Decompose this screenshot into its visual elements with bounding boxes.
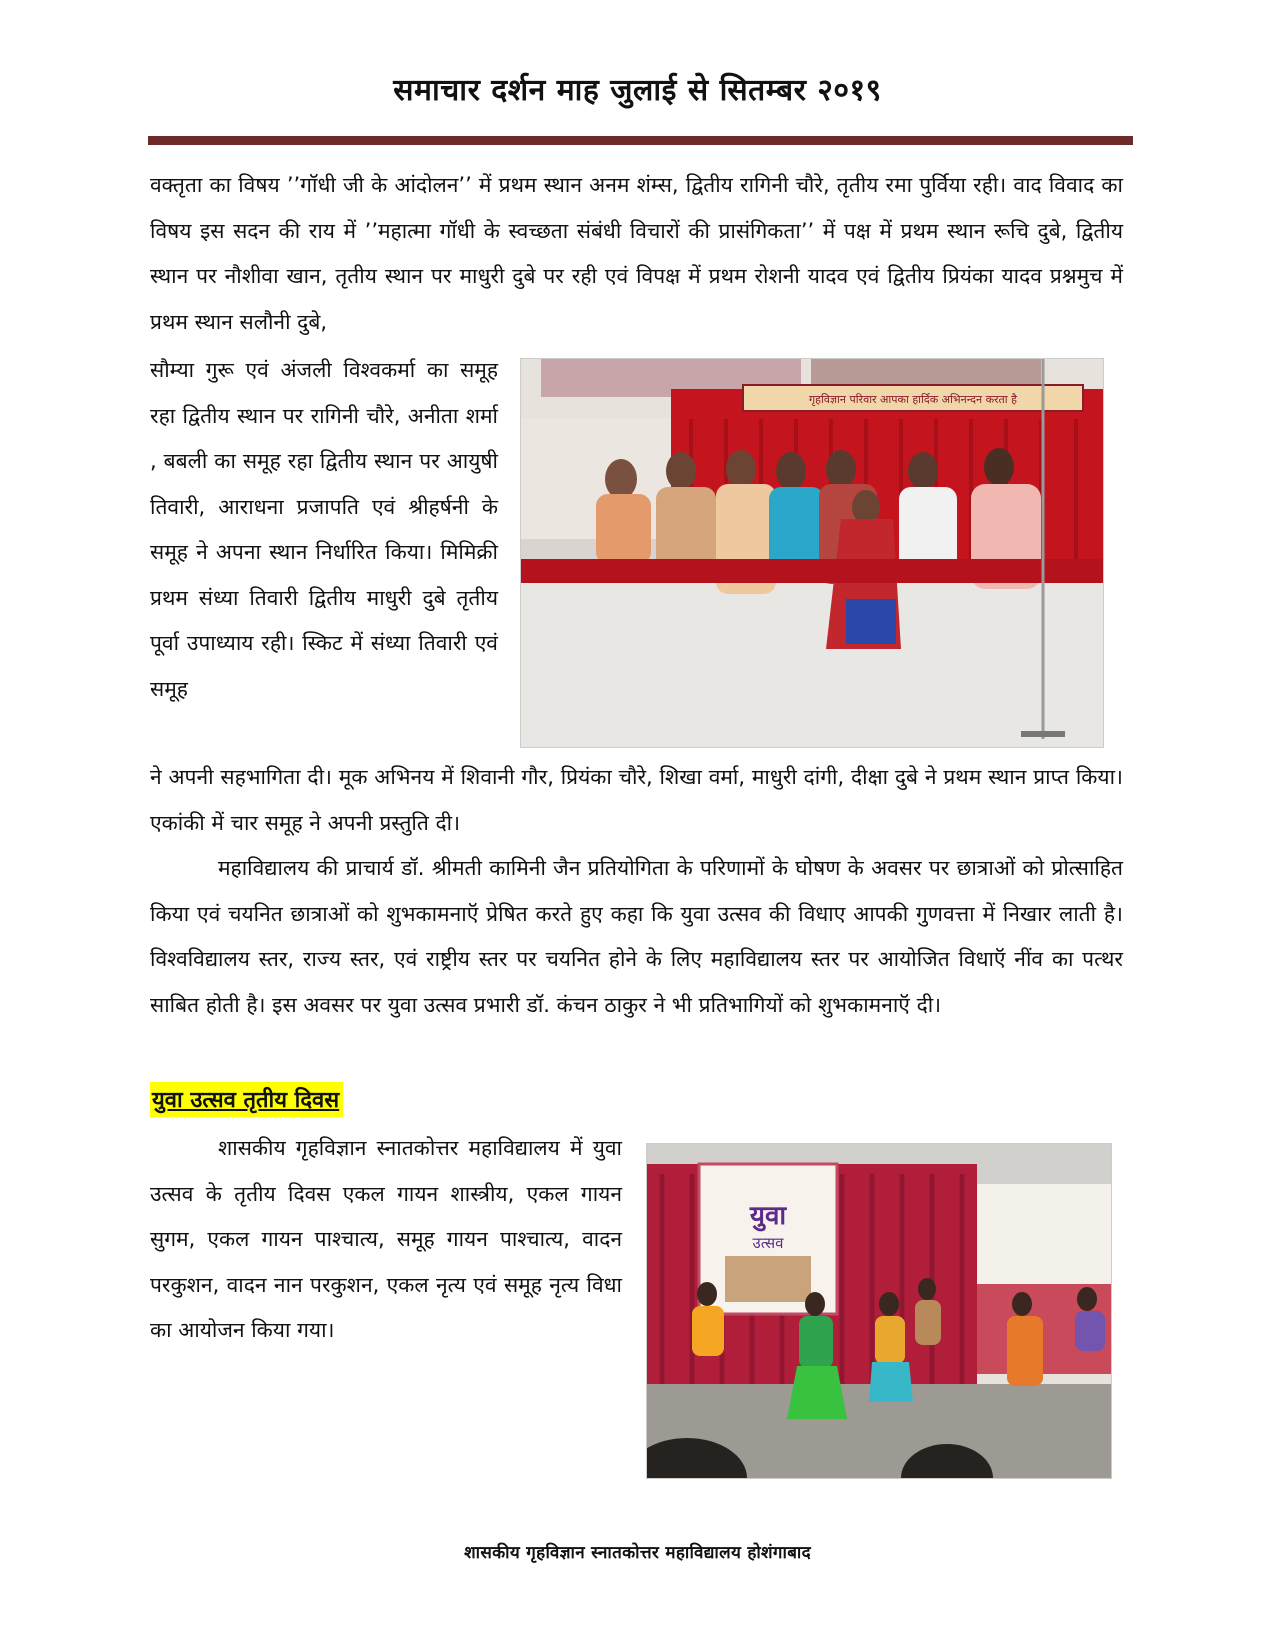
paragraph-principal-message: महाविद्यालय की प्राचार्य डॉ. श्रीमती कामिनी जैन प्रतियोगिता के परिणामों के घोषण के अवसर पर छात्राओं को प्रोत्साहित किया एवं चयनित छात्राओं को शुभकामनाऍ प्रेषित करते हुए कहा कि युवा उत्सव की विधाए आपकी गुणवत्ता में निखार लाती है। विश्वविद्यालय स्तर, राज्य स्तर, एवं राष्ट्रीय स्तर पर चयनित होने के लिए महाविद्यालय स्तर पर आयोजित विधाऍ नींव का पत्थर साबित होती है। इस अवसर पर युवा उत्सव प्रभारी डॉ. कंचन ठाकुर ने भी प्रतिभागियों को शुभकामनाऍ दी। [150, 856, 1123, 1017]
page-title: समाचार दर्शन माह जुलाई से सितम्बर २०१९ [393, 73, 882, 108]
page-footer: शासकीय गृहविज्ञान स्नातकोत्तर महाविद्यालय होशंगाबाद [464, 1543, 811, 1563]
photo2-banner-title: युवा [749, 1201, 787, 1231]
header-divider [148, 136, 1133, 145]
paragraph-mime-results: ने अपनी सहभागिता दी। मूक अभिनय में शिवानी गौर, प्रियंका चौरे, शिखा वर्मा, माधुरी दांगी, दीक्षा दुबे ने प्रथम स्थान प्राप्त किया। एकांकी में चार समूह ने अपनी प्रस्तुति दी। [150, 765, 1123, 835]
event-photo-dance [646, 1143, 1112, 1479]
event-photo-judges [520, 358, 1104, 748]
paragraph-debate-results: वक्तृता का विषय ’’गॉधी जी के आंदोलन’’ में प्रथम स्थान अनम शंम्स, द्वितीय रागिनी चौरे, तृतीय रमा पुर्विया रही। वाद विवाद का विषय इस सदन की राय में ’’महात्मा गॉधी के स्वच्छता संबंधी विचारों की प्रासंगिकता’’ में पक्ष में प्रथम स्थान रूचि दुबे, द्वितीय स्थान पर नौशीवा खान, तृतीय स्थान पर माधुरी दुबे पर रही एवं विपक्ष में प्रथम रोशनी यादव एवं द्वितीय प्रियंका यादव प्रश्नमुच में प्रथम स्थान सलौनी दुबे, [150, 173, 1123, 334]
photo1-banner-text: गृहविज्ञान परिवार आपका हार्दिक अभिनन्दन करता है [808, 393, 1018, 406]
photo2-banner-sub: उत्सव [752, 1234, 784, 1252]
event-photo-dance-image [647, 1144, 1111, 1478]
paragraph-third-day: शासकीय गृहविज्ञान स्नातकोत्तर महाविद्यालय में युवा उत्सव के तृतीय दिवस एकल गायन शास्त्रीय, एकल गायन सुगम, एकल गायन पाश्चात्य, समूह गायन पाश्चात्य, वादन परकुशन, वादन नान परकुशन, एकल नृत्य एवं समूह नृत्य विधा का आयोजन किया गया। [150, 1136, 622, 1342]
event-photo-judges-image [521, 359, 1103, 747]
paragraph-quiz-results-side: सौम्या गुरू एवं अंजली विश्वकर्मा का समूह रहा द्वितीय स्थान पर रागिनी चौरे, अनीता शर्मा , बबली का समूह रहा द्वितीय स्थान पर आयुषी तिवारी, आराधना प्रजापति एवं श्रीहर्षनी के समूह ने अपना स्थान निर्धारित किया। मिमिक्री प्रथम संध्या तिवारी द्वितीय माधुरी दुबे तृतीय पूर्वा उपाध्याय रही। स्किट में संध्या तिवारी एवं समूह [150, 358, 498, 701]
section-heading: युवा उत्सव तृतीय दिवस [150, 1082, 343, 1117]
